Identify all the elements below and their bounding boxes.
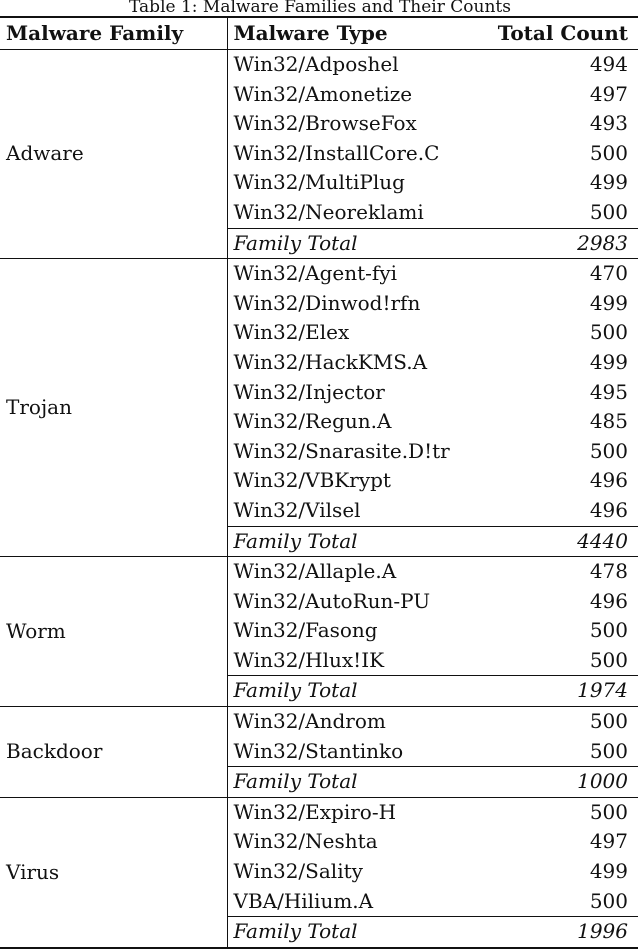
family-group xyxy=(0,797,638,947)
table-row xyxy=(0,50,638,80)
count-cell: 499 xyxy=(589,170,628,195)
malware-type-cell: Win32/AutoRun-PU xyxy=(233,588,431,613)
family-total-label: Family Total xyxy=(227,917,477,948)
header-malware-family: Malware Family xyxy=(0,17,227,50)
malware-type-cell: Win32/Injector xyxy=(233,379,385,404)
count-cell: 470 xyxy=(589,261,628,286)
malware-type-cell: Win32/Vilsel xyxy=(233,497,361,522)
malware-type-cell: Win32/Neoreklami xyxy=(233,199,424,224)
count-cell: 495 xyxy=(589,379,628,404)
malware-type-cell: Win32/Allaple.A xyxy=(233,559,397,584)
count-cell: 499 xyxy=(589,859,628,884)
family-total-value: 1996 xyxy=(477,917,638,948)
family-total-value: 2983 xyxy=(477,228,638,259)
malware-type-cell: VBA/Hilium.A xyxy=(233,888,374,913)
family-total-value: 4440 xyxy=(477,526,638,557)
count-cell: 500 xyxy=(589,647,628,672)
count-cell: 497 xyxy=(589,829,628,854)
count-cell: 499 xyxy=(589,349,628,374)
header-total-count: Total Count xyxy=(477,17,638,50)
family-group xyxy=(0,259,638,557)
count-cell: 496 xyxy=(589,588,628,613)
table-caption: Table 1: Malware Families and Their Counts xyxy=(129,0,511,17)
count-cell: 499 xyxy=(589,290,628,315)
family-name-cell: Trojan xyxy=(0,259,227,557)
malware-type-cell: Win32/Expiro-H xyxy=(233,799,397,824)
count-cell: 500 xyxy=(589,888,628,913)
count-cell: 497 xyxy=(589,81,628,106)
table-row xyxy=(0,259,638,289)
malware-type-cell: Win32/Agent-fyi xyxy=(233,261,398,286)
count-cell: 500 xyxy=(589,320,628,345)
count-cell: 478 xyxy=(589,559,628,584)
family-name-cell: Backdoor xyxy=(0,707,227,798)
count-cell: 485 xyxy=(589,409,628,434)
malware-type-cell: Win32/Regun.A xyxy=(233,409,392,434)
malware-table xyxy=(0,16,638,949)
family-name-cell: Worm xyxy=(0,557,227,707)
malware-type-cell: Win32/Dinwod!rfn xyxy=(233,290,421,315)
malware-type-cell: Win32/Elex xyxy=(233,320,350,345)
count-cell: 496 xyxy=(589,468,628,493)
family-name-cell: Adware xyxy=(0,50,227,259)
count-cell: 500 xyxy=(589,438,628,463)
malware-type-cell: Win32/Sality xyxy=(233,859,363,884)
family-total-value: 1974 xyxy=(477,676,638,707)
table-row xyxy=(0,557,638,587)
family-total-label: Family Total xyxy=(227,228,477,259)
malware-type-cell: Win32/Androm xyxy=(233,709,386,734)
family-group xyxy=(0,557,638,707)
malware-type-cell: Win32/BrowseFox xyxy=(233,111,417,136)
malware-type-cell: Win32/Snarasite.D!tr xyxy=(233,438,450,463)
family-total-label: Family Total xyxy=(227,676,477,707)
count-cell: 500 xyxy=(589,709,628,734)
header-malware-type: Malware Type xyxy=(227,17,477,50)
malware-type-cell: Win32/HackKMS.A xyxy=(233,349,428,374)
count-cell: 500 xyxy=(589,799,628,824)
malware-type-cell: Win32/Adposhel xyxy=(233,52,399,76)
malware-type-cell: Win32/Hlux!IK xyxy=(233,647,385,672)
header-row xyxy=(0,17,638,50)
family-group xyxy=(0,50,638,259)
malware-type-cell: Win32/Amonetize xyxy=(233,81,413,106)
count-cell: 500 xyxy=(589,738,628,763)
table-row xyxy=(0,707,638,737)
family-total-label: Family Total xyxy=(227,767,477,798)
malware-type-cell: Win32/InstallCore.C xyxy=(233,140,440,165)
family-total-value: 1000 xyxy=(477,767,638,798)
malware-type-cell: Win32/VBKrypt xyxy=(233,468,391,493)
count-cell: 494 xyxy=(589,52,628,76)
count-cell: 493 xyxy=(589,111,628,136)
family-name-cell: Virus xyxy=(0,797,227,947)
count-cell: 500 xyxy=(589,618,628,643)
count-cell: 500 xyxy=(589,140,628,165)
count-cell: 500 xyxy=(589,199,628,224)
table-row xyxy=(0,797,638,827)
malware-type-cell: Win32/Neshta xyxy=(233,829,378,854)
malware-type-cell: Win32/MultiPlug xyxy=(233,170,405,195)
family-group xyxy=(0,707,638,798)
malware-type-cell: Win32/Fasong xyxy=(233,618,378,643)
family-total-label: Family Total xyxy=(227,526,477,557)
count-cell: 496 xyxy=(589,497,628,522)
malware-type-cell: Win32/Stantinko xyxy=(233,738,404,763)
